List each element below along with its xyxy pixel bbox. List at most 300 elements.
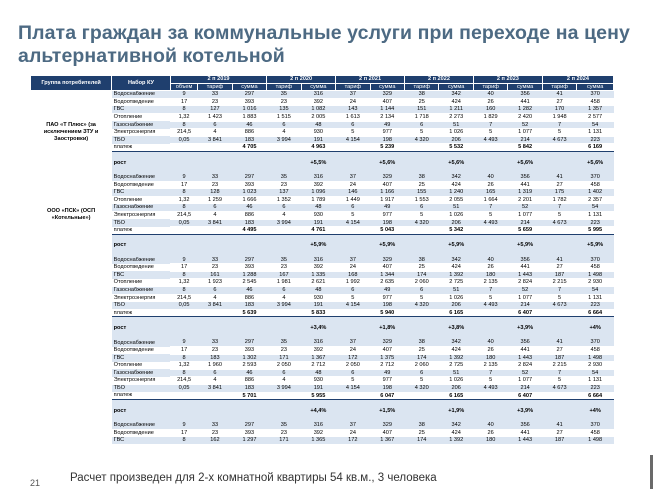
value-cell: 407 (370, 347, 404, 355)
value-cell: 1 402 (577, 189, 614, 197)
value-cell: 35 (267, 174, 301, 181)
value-cell: 27 (542, 98, 576, 106)
value-cell: 2 593 (232, 362, 266, 370)
value-cell: 977 (370, 294, 404, 302)
utility-service-label: Водоснабжение (112, 91, 171, 99)
subcolumn-header: тариф (336, 83, 370, 91)
table-row (31, 204, 614, 212)
total-cell: 5 940 (370, 309, 404, 317)
value-cell: 174 (405, 354, 439, 362)
total-cell: 5 995 (577, 227, 614, 235)
value-cell: 37 (336, 91, 370, 99)
value-cell: 1 082 (301, 106, 335, 114)
value-cell: 4 (267, 377, 301, 385)
value-cell: 7 (542, 121, 576, 129)
growth-cell (198, 151, 232, 174)
value-cell: 6 (336, 287, 370, 295)
value-cell: 1 960 (198, 362, 232, 370)
subcolumn-header: сумма (508, 83, 542, 91)
value-cell: 52 (508, 204, 542, 212)
value-cell: 1 789 (301, 196, 335, 204)
value-cell: 183 (232, 302, 266, 310)
value-cell: 168 (336, 271, 370, 279)
growth-cell: +1,5% (370, 400, 404, 423)
growth-cell (170, 234, 197, 257)
value-cell: 2 135 (473, 362, 507, 370)
value-cell: 191 (301, 219, 335, 227)
value-cell: 356 (508, 174, 542, 181)
growth-cell: +3,9% (508, 400, 542, 423)
value-cell: 1,32 (170, 196, 197, 204)
utility-service-label: ГВС (112, 437, 171, 445)
value-cell: 458 (577, 347, 614, 355)
growth-label: рост (112, 151, 171, 174)
value-cell: 38 (405, 257, 439, 264)
value-cell: 5 (473, 294, 507, 302)
total-cell: 5 842 (508, 144, 542, 152)
value-cell: 1 357 (577, 106, 614, 114)
value-cell: 25 (405, 98, 439, 106)
growth-cell (473, 317, 507, 340)
value-cell: 198 (370, 219, 404, 227)
value-cell: 886 (232, 377, 266, 385)
value-cell: 38 (405, 91, 439, 99)
table-row (31, 377, 614, 385)
value-cell: 172 (336, 354, 370, 362)
ku-col-header: Набор КУ (112, 76, 171, 91)
growth-cell: +4% (577, 400, 614, 423)
value-cell: 5 (473, 129, 507, 137)
subcolumn-header: тариф (542, 83, 576, 91)
value-cell: 4 493 (473, 219, 507, 227)
subcolumn-header: сумма (577, 83, 614, 91)
value-cell: 316 (301, 257, 335, 264)
value-cell: 49 (370, 121, 404, 129)
value-cell: 24 (336, 264, 370, 272)
value-cell: 4 673 (542, 302, 576, 310)
value-cell: 1 664 (473, 196, 507, 204)
value-cell: 7 (473, 204, 507, 212)
value-cell: 2 135 (473, 279, 507, 287)
value-cell: 1 096 (301, 189, 335, 197)
value-cell: 297 (232, 174, 266, 181)
total-cell (473, 227, 507, 235)
table-row (31, 181, 614, 189)
value-cell: 183 (232, 219, 266, 227)
growth-cell: +4,4% (301, 400, 335, 423)
value-cell: 214 (508, 385, 542, 393)
value-cell: 23 (198, 429, 232, 437)
value-cell: 24 (336, 181, 370, 189)
value-cell: 392 (301, 429, 335, 437)
value-cell: 214,5 (170, 211, 197, 219)
value-cell: 2 712 (370, 362, 404, 370)
value-cell: 3 841 (198, 385, 232, 393)
value-cell: 1 302 (232, 354, 266, 362)
value-cell: 52 (508, 287, 542, 295)
growth-cell: +5,6% (577, 151, 614, 174)
value-cell: 441 (508, 347, 542, 355)
value-cell: 329 (370, 174, 404, 181)
value-cell: 40 (473, 174, 507, 181)
value-cell: 297 (232, 257, 266, 264)
value-cell: 1 026 (439, 211, 473, 219)
value-cell: 316 (301, 174, 335, 181)
value-cell: 1 443 (508, 271, 542, 279)
value-cell: 187 (542, 271, 576, 279)
value-cell: 1 297 (232, 437, 266, 445)
value-cell: 4 673 (542, 385, 576, 393)
growth-cell: +3,8% (439, 317, 473, 340)
value-cell: 407 (370, 98, 404, 106)
value-cell: 183 (198, 354, 232, 362)
value-cell: 4 320 (405, 385, 439, 393)
growth-cell (198, 317, 232, 340)
utility-service-label: Водоотведение (112, 429, 171, 437)
value-cell: 458 (577, 429, 614, 437)
value-cell: 24 (336, 347, 370, 355)
value-cell: 51 (439, 204, 473, 212)
value-cell: 160 (473, 106, 507, 114)
utility-service-label: Водоснабжение (112, 422, 171, 429)
value-cell: 8 (170, 437, 197, 445)
value-cell: 1 131 (577, 294, 614, 302)
value-cell: 1,32 (170, 279, 197, 287)
value-cell: 23 (267, 181, 301, 189)
table-row (31, 287, 614, 295)
value-cell: 198 (370, 302, 404, 310)
growth-cell (198, 234, 232, 257)
value-cell: 41 (542, 422, 576, 429)
value-cell: 1 282 (508, 106, 542, 114)
value-cell: 458 (577, 98, 614, 106)
period-header: 2 п 2023 (473, 76, 542, 84)
value-cell: 24 (336, 429, 370, 437)
total-cell (473, 309, 507, 317)
value-cell: 407 (370, 429, 404, 437)
value-cell: 1 981 (267, 279, 301, 287)
value-cell: 1 829 (473, 113, 507, 121)
value-cell: 198 (370, 385, 404, 393)
value-cell: 52 (508, 369, 542, 377)
value-cell: 370 (577, 422, 614, 429)
utility-service-label: Электроэнергия (112, 129, 171, 137)
value-cell: 54 (577, 287, 614, 295)
value-cell: 342 (439, 91, 473, 99)
value-cell: 1 718 (405, 113, 439, 121)
value-cell: 2 545 (232, 279, 266, 287)
value-cell: 214,5 (170, 129, 197, 137)
value-cell: 316 (301, 91, 335, 99)
growth-cell (542, 151, 576, 174)
value-cell: 143 (336, 106, 370, 114)
value-cell: 392 (301, 181, 335, 189)
utility-service-label: ГВС (112, 189, 171, 197)
value-cell: 1 077 (508, 211, 542, 219)
table-row (31, 113, 614, 121)
value-cell: 1 166 (370, 189, 404, 197)
value-cell: 441 (508, 429, 542, 437)
value-cell: 9 (170, 257, 197, 264)
value-cell: 4 (198, 129, 232, 137)
growth-row (31, 400, 614, 423)
value-cell: 1 365 (301, 437, 335, 445)
utility-service-label: Газоснабжение (112, 204, 171, 212)
value-cell: 1 782 (542, 196, 576, 204)
value-cell: 356 (508, 339, 542, 346)
value-cell: 35 (267, 339, 301, 346)
value-cell: 4 154 (336, 219, 370, 227)
value-cell: 329 (370, 91, 404, 99)
table-row (31, 136, 614, 144)
value-cell: 2 050 (336, 362, 370, 370)
value-cell: 191 (301, 385, 335, 393)
growth-cell (473, 151, 507, 174)
utility-service-label: Водоотведение (112, 347, 171, 355)
growth-cell (232, 234, 266, 257)
total-cell (198, 309, 232, 317)
value-cell: 27 (542, 264, 576, 272)
table-row (31, 271, 614, 279)
total-cell: 5 043 (370, 227, 404, 235)
value-cell: 23 (267, 429, 301, 437)
value-cell: 1 666 (232, 196, 266, 204)
value-cell: 161 (198, 271, 232, 279)
value-cell: 27 (542, 181, 576, 189)
period-header: 2 п 2024 (542, 76, 613, 84)
value-cell: 4 320 (405, 302, 439, 310)
value-cell: 17 (170, 347, 197, 355)
value-cell: 135 (267, 106, 301, 114)
value-cell: 1 992 (336, 279, 370, 287)
total-label: платеж (112, 227, 171, 235)
value-cell: 206 (439, 385, 473, 393)
total-cell (336, 309, 370, 317)
value-cell: 1 259 (198, 196, 232, 204)
value-cell: 214,5 (170, 294, 197, 302)
value-cell: 4 154 (336, 302, 370, 310)
value-cell: 930 (301, 211, 335, 219)
value-cell: 26 (473, 429, 507, 437)
value-cell: 46 (232, 369, 266, 377)
utility-service-label: Водоотведение (112, 181, 171, 189)
growth-cell (267, 317, 301, 340)
value-cell: 407 (370, 181, 404, 189)
value-cell: 1 023 (232, 189, 266, 197)
value-cell: 6 (198, 204, 232, 212)
payments-table-container (30, 75, 614, 445)
utility-service-label: ТБО (112, 302, 171, 310)
value-cell: 171 (267, 354, 301, 362)
subcolumn-header: сумма (301, 83, 335, 91)
value-cell: 1 335 (301, 271, 335, 279)
value-cell: 393 (232, 429, 266, 437)
page-number: 21 (30, 478, 41, 488)
value-cell: 8 (170, 271, 197, 279)
table-row (31, 189, 614, 197)
value-cell: 5 (473, 211, 507, 219)
value-cell: 223 (577, 385, 614, 393)
value-cell: 4 (267, 211, 301, 219)
value-cell: 33 (198, 174, 232, 181)
value-cell: 370 (577, 174, 614, 181)
total-cell (542, 227, 576, 235)
value-cell: 187 (542, 437, 576, 445)
value-cell: 1 553 (405, 196, 439, 204)
value-cell: 162 (198, 437, 232, 445)
table-row (31, 174, 614, 181)
growth-cell: +1,8% (370, 317, 404, 340)
utility-service-label: Водоснабжение (112, 257, 171, 264)
value-cell: 1 948 (542, 113, 576, 121)
total-cell (405, 227, 439, 235)
value-cell: 393 (232, 98, 266, 106)
value-cell: 886 (232, 211, 266, 219)
value-cell: 329 (370, 339, 404, 346)
value-cell: 392 (301, 347, 335, 355)
utility-service-label: ТБО (112, 385, 171, 393)
value-cell: 137 (267, 189, 301, 197)
utility-service-label: Газоснабжение (112, 121, 171, 129)
value-cell: 4 320 (405, 136, 439, 144)
value-cell: 5 (405, 377, 439, 385)
value-cell: 0,05 (170, 302, 197, 310)
growth-cell (170, 400, 197, 423)
value-cell: 407 (370, 264, 404, 272)
value-cell: 2 930 (577, 279, 614, 287)
value-cell: 4 673 (542, 136, 576, 144)
total-cell: 4 761 (301, 227, 335, 235)
growth-cell: +5,9% (301, 234, 335, 257)
value-cell: 23 (198, 347, 232, 355)
value-cell: 977 (370, 377, 404, 385)
table-row (31, 302, 614, 310)
table-row (31, 106, 614, 114)
total-cell (267, 309, 301, 317)
value-cell: 5 (542, 129, 576, 137)
value-cell: 1 367 (370, 437, 404, 445)
value-cell: 977 (370, 211, 404, 219)
value-cell: 4 154 (336, 385, 370, 393)
value-cell: 1 288 (232, 271, 266, 279)
value-cell: 5 (473, 377, 507, 385)
value-cell: 370 (577, 257, 614, 264)
value-cell: 223 (577, 302, 614, 310)
growth-label: рост (112, 400, 171, 423)
consumer-group-label (31, 257, 112, 340)
total-label: платеж (112, 392, 171, 400)
value-cell: 1 367 (301, 354, 335, 362)
table-row (31, 429, 614, 437)
value-cell: 1 375 (370, 354, 404, 362)
total-cell: 6 407 (508, 392, 542, 400)
value-cell: 6 (336, 204, 370, 212)
value-cell: 2 712 (301, 362, 335, 370)
utility-service-label: Отопление (112, 362, 171, 370)
growth-cell (405, 400, 439, 423)
table-row (31, 422, 614, 429)
growth-row (31, 234, 614, 257)
value-cell: 206 (439, 136, 473, 144)
value-cell: 51 (439, 369, 473, 377)
total-cell: 5 955 (301, 392, 335, 400)
growth-row (31, 317, 614, 340)
value-cell: 26 (473, 181, 507, 189)
growth-cell (198, 400, 232, 423)
growth-cell (542, 317, 576, 340)
growth-label: рост (112, 234, 171, 257)
value-cell: 1 131 (577, 377, 614, 385)
value-cell: 9 (170, 422, 197, 429)
growth-cell: +5,6% (508, 151, 542, 174)
value-cell: 930 (301, 294, 335, 302)
table-row (31, 362, 614, 370)
subcolumn-header: сумма (439, 83, 473, 91)
table-row (31, 211, 614, 219)
value-cell: 1 016 (232, 106, 266, 114)
table-row (31, 264, 614, 272)
value-cell: 1 026 (439, 129, 473, 137)
value-cell: 26 (473, 264, 507, 272)
value-cell: 41 (542, 91, 576, 99)
value-cell: 191 (301, 136, 335, 144)
growth-cell: +5,9% (439, 234, 473, 257)
value-cell: 25 (405, 181, 439, 189)
value-cell: 458 (577, 181, 614, 189)
value-cell: 342 (439, 174, 473, 181)
total-cell (405, 309, 439, 317)
value-cell: 8 (170, 121, 197, 129)
value-cell: 223 (577, 136, 614, 144)
value-cell: 370 (577, 339, 614, 346)
value-cell: 51 (439, 121, 473, 129)
value-cell: 2 215 (542, 279, 576, 287)
utility-service-label: ГВС (112, 271, 171, 279)
value-cell: 41 (542, 339, 576, 346)
value-cell: 6 (267, 204, 301, 212)
value-cell: 170 (542, 106, 576, 114)
value-cell: 7 (542, 287, 576, 295)
value-cell: 2 725 (439, 362, 473, 370)
value-cell: 146 (336, 189, 370, 197)
value-cell: 9 (170, 339, 197, 346)
value-cell: 4 493 (473, 385, 507, 393)
total-cell: 4 963 (301, 144, 335, 152)
table-row (31, 129, 614, 137)
utility-service-label: ГВС (112, 106, 171, 114)
value-cell: 886 (232, 129, 266, 137)
growth-cell (542, 234, 576, 257)
value-cell: 441 (508, 264, 542, 272)
value-cell: 3 994 (267, 219, 301, 227)
total-cell (198, 227, 232, 235)
growth-cell (336, 151, 370, 174)
value-cell: 6 (405, 204, 439, 212)
value-cell: 1 498 (577, 354, 614, 362)
value-cell: 1 392 (439, 437, 473, 445)
value-cell: 424 (439, 347, 473, 355)
value-cell: 183 (232, 136, 266, 144)
period-header: 2 п 2022 (405, 76, 474, 84)
total-cell (267, 144, 301, 152)
value-cell: 1,32 (170, 362, 197, 370)
value-cell: 1 352 (267, 196, 301, 204)
value-cell: 7 (542, 369, 576, 377)
value-cell: 4 320 (405, 219, 439, 227)
table-row (31, 354, 614, 362)
value-cell: 180 (473, 271, 507, 279)
value-cell: 5 (542, 211, 576, 219)
